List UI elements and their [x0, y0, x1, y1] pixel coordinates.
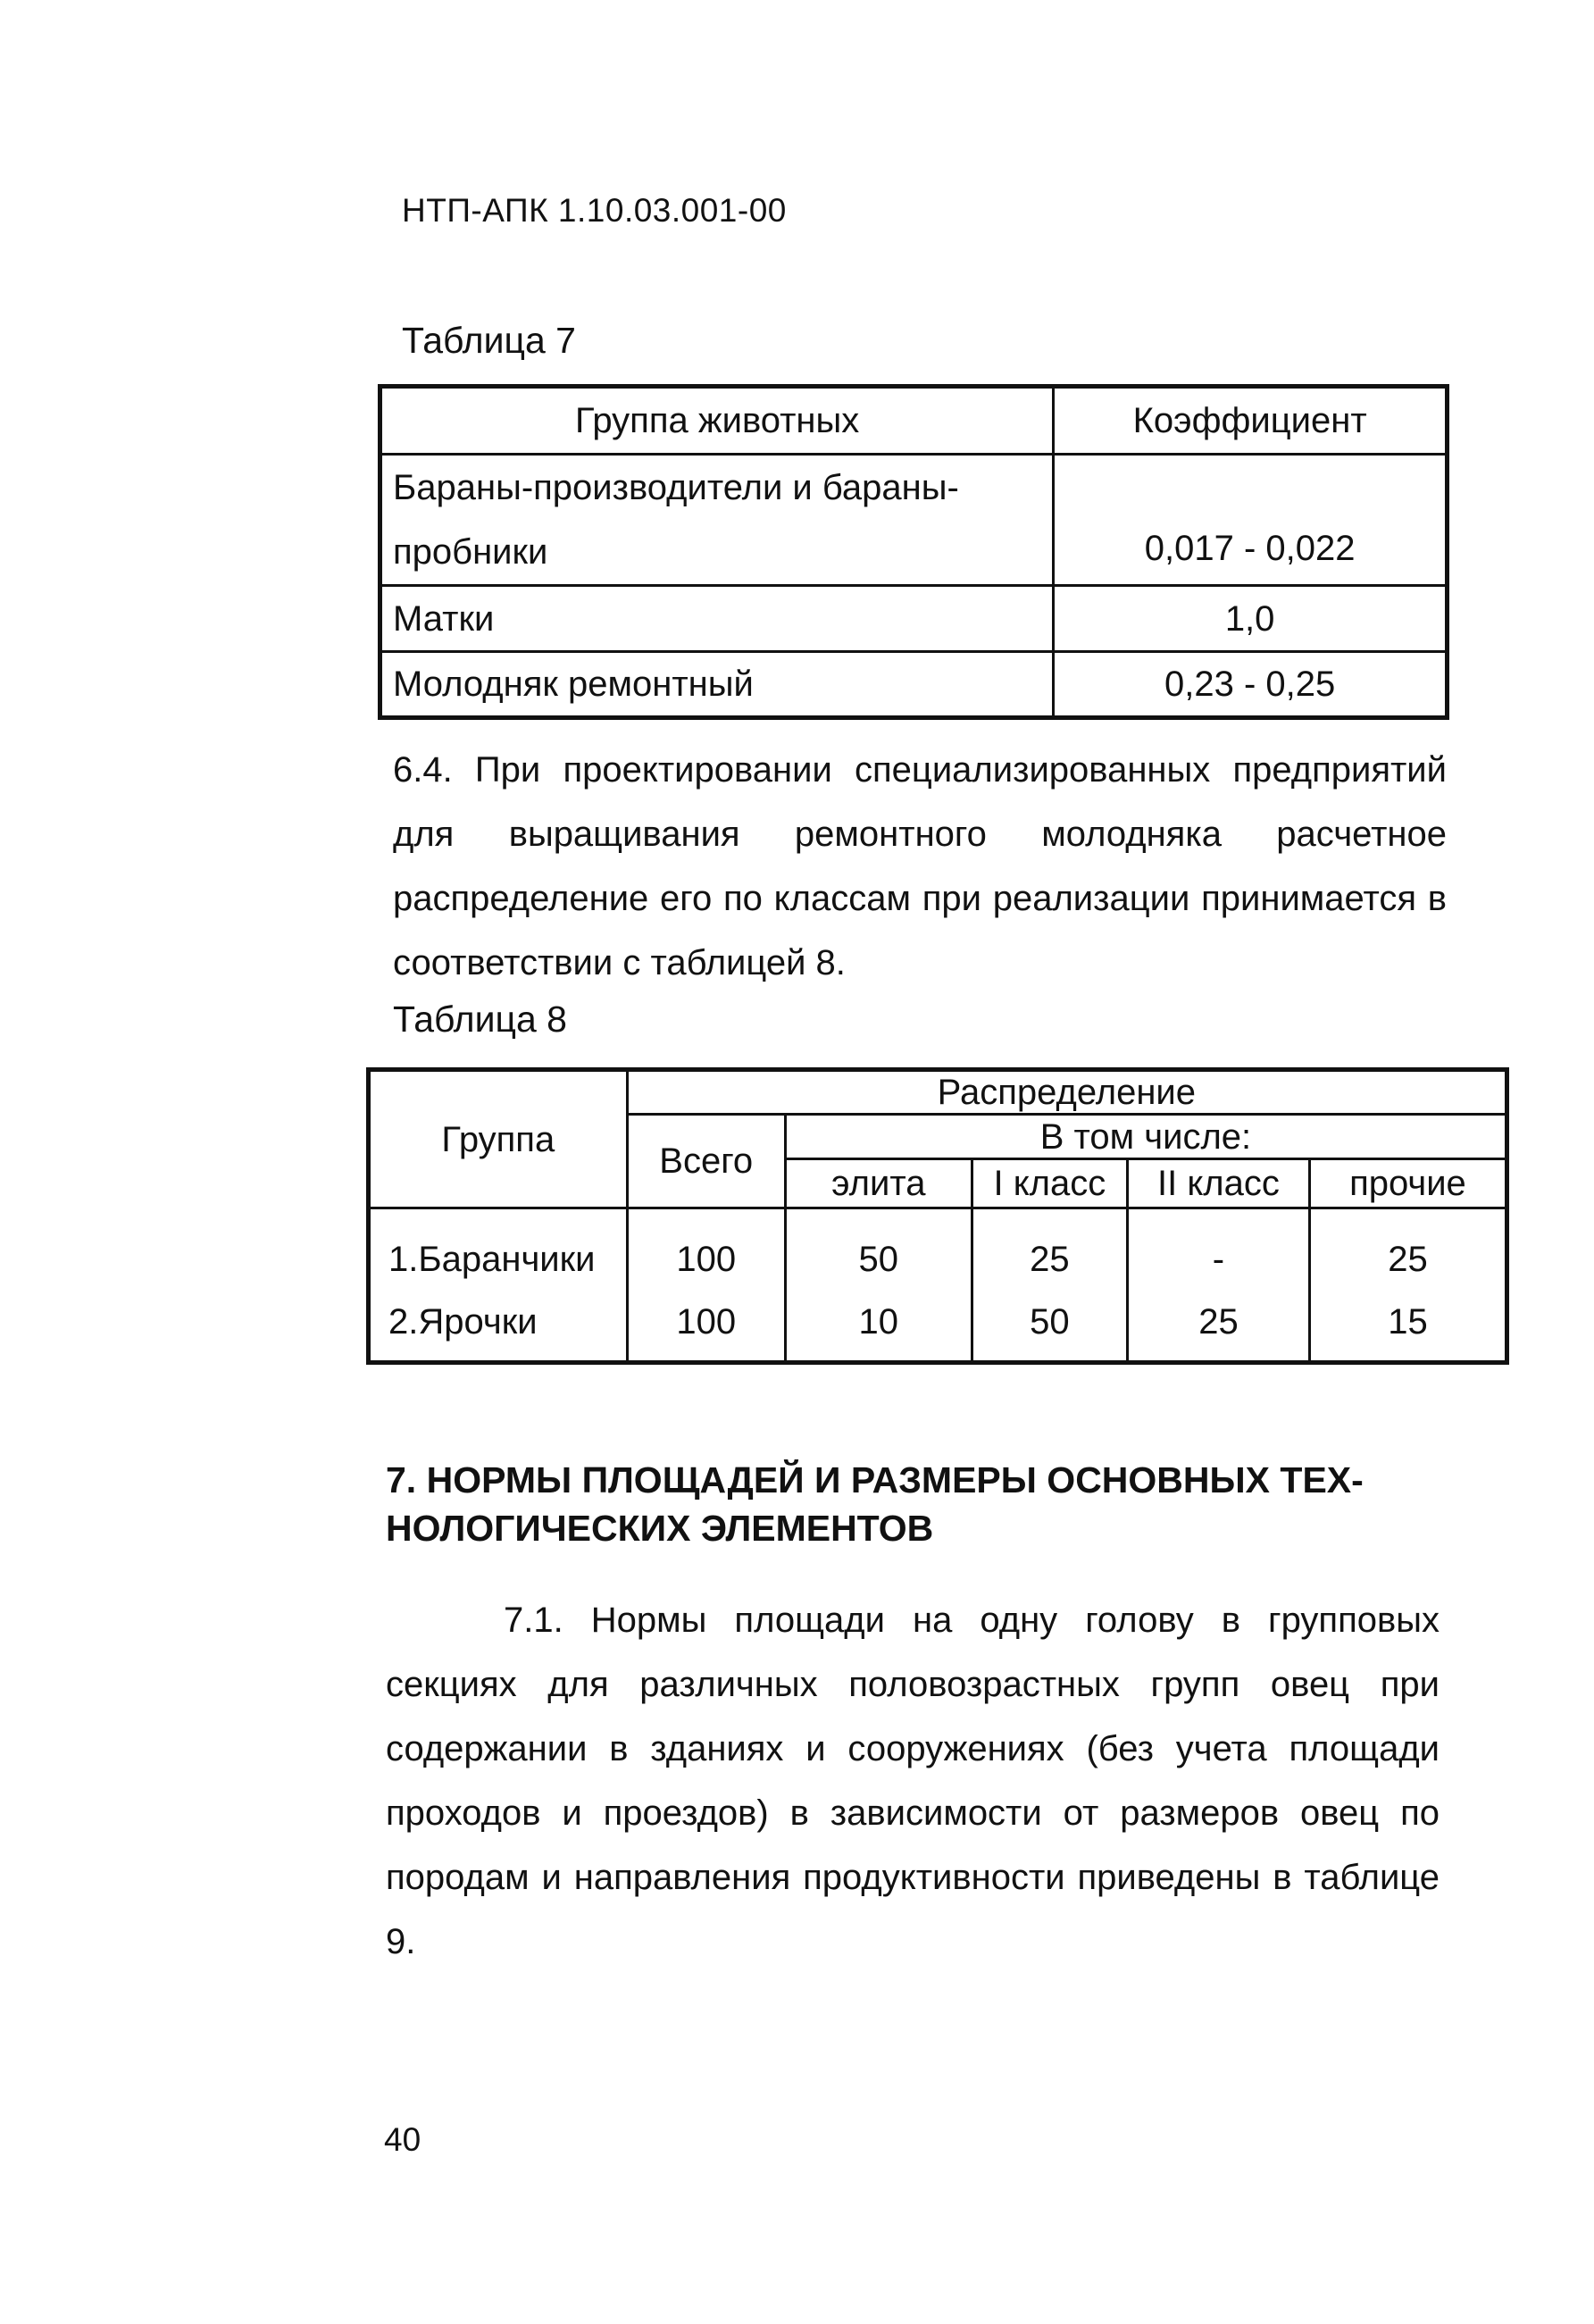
- section-7-heading-line1: 7. НОРМЫ ПЛОЩАДЕЙ И РАЗМЕРЫ ОСНОВНЫХ ТЕХ-: [386, 1459, 1364, 1501]
- t8-row1-other: 25: [1309, 1208, 1506, 1284]
- t8-row2-elite: 10: [785, 1284, 972, 1363]
- table-row: [369, 1208, 1507, 1284]
- t7-row1-group-line2: пробники: [393, 532, 548, 572]
- document-code: НТП-АПК 1.10.03.001-00: [402, 192, 787, 229]
- t8-row2-group: 2.Ярочки: [369, 1284, 628, 1363]
- t8-row1-group: 1.Баранчики: [369, 1208, 628, 1284]
- t8-row1-elite: 50: [785, 1208, 972, 1284]
- t7-header-coef: Коэффициент: [1054, 387, 1448, 455]
- t7-header-group: Группа животных: [380, 387, 1054, 455]
- t7-row2-coef: 1,0: [1054, 586, 1448, 652]
- paragraph-6-4: 6.4. При проектировании специализированных предприятий для выращивания ремонтного молодняка расчетное распределение его по классам при реализации принимается в соответствии с таблицей 8.: [393, 750, 1447, 982]
- t8-header-group: Группа: [369, 1070, 628, 1208]
- table-row: [380, 455, 1054, 586]
- t8-row2-total: 100: [627, 1284, 785, 1363]
- paragraph-7-1: 7.1. Нормы площади на одну голову в групповых секциях для различных половозрастных групп овец при содержании в зданиях и сооружениях (без учета площади проходов и проездов) в зависимости от размеров овец по породам и направления продуктивности приведены в таблице 9.: [386, 1601, 1440, 1961]
- t8-row1-total: 100: [627, 1208, 785, 1284]
- t8-row1-class2: -: [1128, 1208, 1310, 1284]
- page-number: 40: [384, 2121, 421, 2158]
- t8-header-elite: элита: [785, 1159, 972, 1208]
- t8-header-class1: I класс: [972, 1159, 1127, 1208]
- t8-row2-class2: 25: [1128, 1284, 1310, 1363]
- section-7-heading: [386, 1456, 1364, 1552]
- t8-row2-class1: 50: [972, 1284, 1127, 1363]
- t8-header-other: прочие: [1309, 1159, 1506, 1208]
- t8-header-including: В том числе:: [785, 1115, 1506, 1159]
- table-8: [366, 1067, 1509, 1365]
- t8-row1-class1: 25: [972, 1208, 1127, 1284]
- t8-header-distribution: Распределение: [627, 1070, 1506, 1115]
- table-7: [378, 384, 1449, 720]
- t7-row2-group: Матки: [380, 586, 1054, 652]
- t7-row1-coef: 0,017 - 0,022: [1054, 455, 1448, 586]
- t7-row1-group-line1: Бараны-производители и бараны-: [393, 468, 959, 507]
- table-row: [369, 1284, 1507, 1363]
- section-7-heading-line2: НОЛОГИЧЕСКИХ ЭЛЕМЕНТОВ: [386, 1508, 934, 1549]
- t7-row3-coef: 0,23 - 0,25: [1054, 652, 1448, 718]
- table7-caption: Таблица 7: [402, 320, 576, 361]
- t8-header-total: Всего: [627, 1115, 785, 1208]
- table8-caption: Таблица 8: [393, 999, 567, 1040]
- t8-header-class2: II класс: [1128, 1159, 1310, 1208]
- t7-row3-group: Молодняк ремонтный: [380, 652, 1054, 718]
- t8-row2-other: 15: [1309, 1284, 1506, 1363]
